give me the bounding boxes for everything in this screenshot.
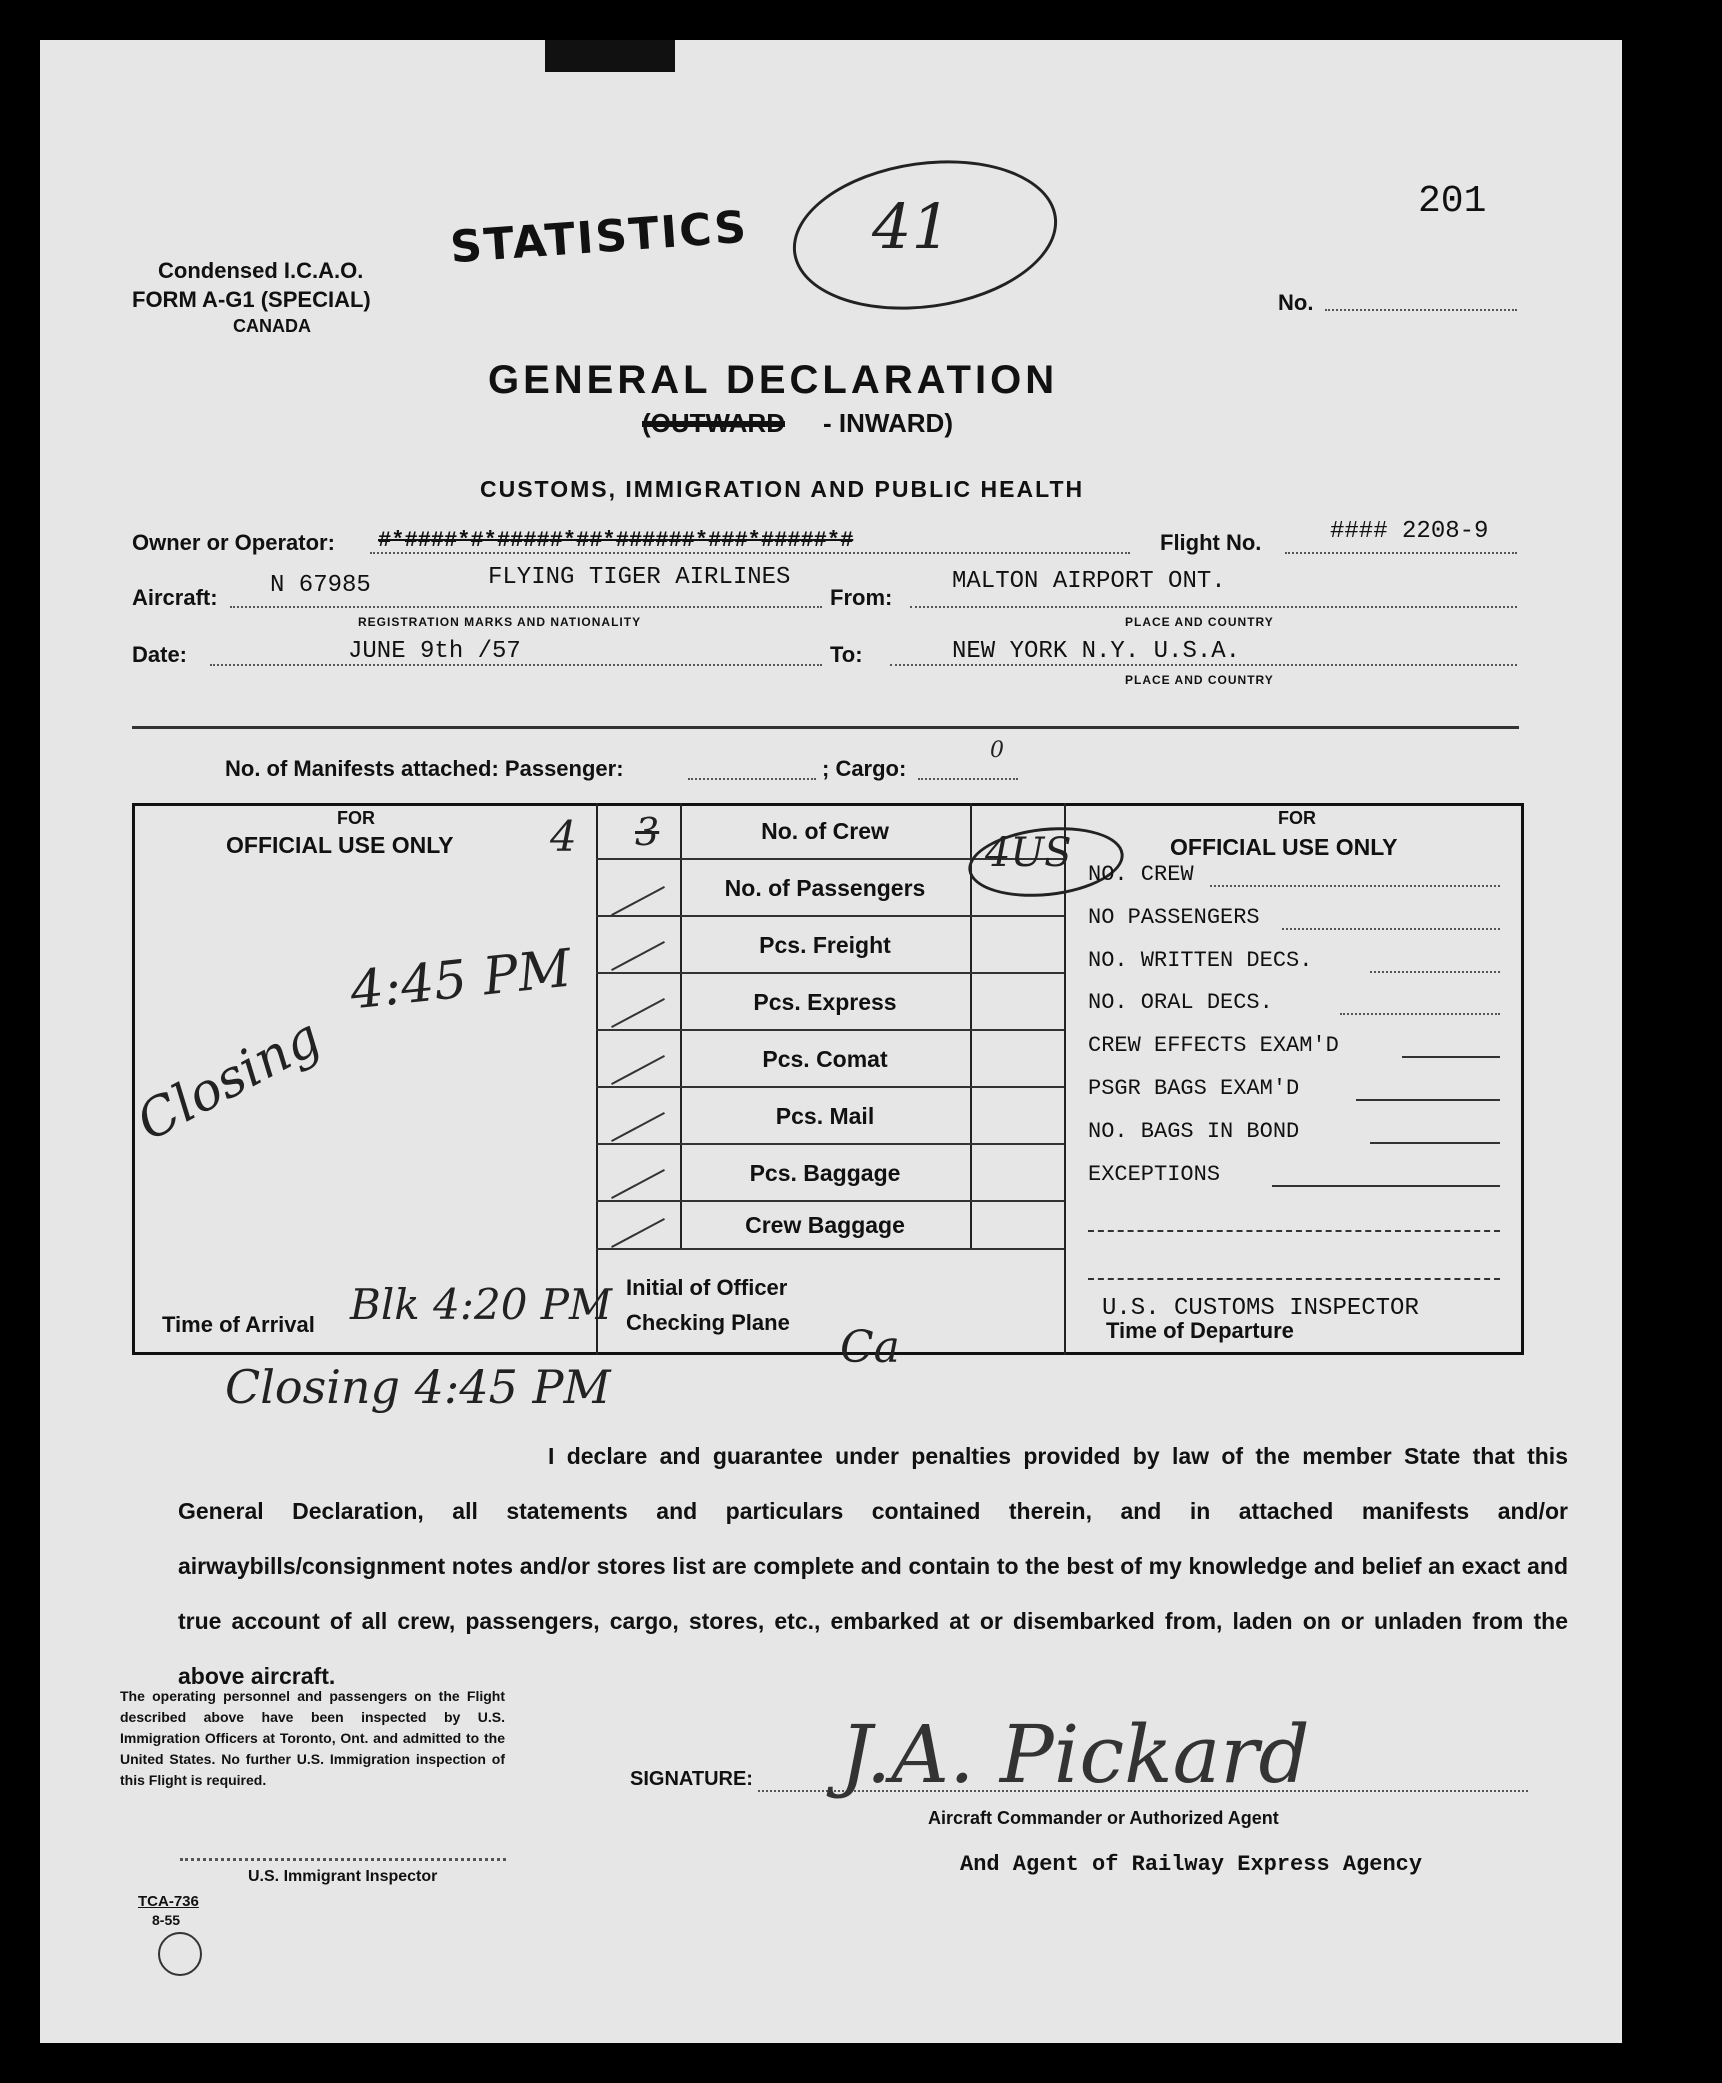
left-box-for: FOR	[337, 808, 375, 828]
initials-hand: Ca	[840, 1322, 900, 1373]
aircraft-registration: N 67985	[270, 572, 371, 599]
date-value: JUNE 9th /57	[348, 638, 521, 665]
form-title: GENERAL DECLARATION	[488, 358, 1059, 402]
aircraft-field	[230, 606, 822, 608]
no-crew-field	[1210, 885, 1500, 887]
aircraft-operator: FLYING TIGER AIRLINES	[488, 564, 791, 591]
form-subtitle-struck: (OUTWARD	[642, 408, 785, 438]
psgr-bags-field	[1356, 1099, 1500, 1101]
row-line	[596, 1143, 1064, 1145]
passenger-count-label: No. of Passengers	[724, 875, 926, 901]
from-value: MALTON AIRPORT ONT.	[952, 568, 1226, 595]
document-number: 201	[1418, 180, 1487, 223]
departure-label: Time of Departure	[1106, 1318, 1294, 1343]
table-divider-left	[596, 803, 598, 1355]
inspection-note: The operating personnel and passengers on the Flight described above have been inspected by U.S. Immigration Officers at Toronto, Ont. and admitted to the United States. No further U.S. Immigration inspection of this Flight is required.	[120, 1688, 505, 1788]
crew-hand-mark: 3	[635, 810, 660, 854]
form-code: TCA-736	[138, 1893, 199, 1910]
crew-baggage-label: Crew Baggage	[745, 1212, 905, 1238]
row-line	[596, 1086, 1064, 1088]
form-date: 8-55	[152, 1912, 181, 1928]
right-box-for: FOR	[1278, 808, 1316, 828]
row-line	[596, 1200, 1064, 1202]
document-page	[40, 40, 1622, 2043]
place-caption-2: PLACE AND COUNTRY	[1125, 673, 1274, 687]
right-box-title: OFFICIAL USE ONLY	[1170, 834, 1398, 860]
flight-value: #### 2208-9	[1330, 518, 1489, 545]
form-subheading: CUSTOMS, IMMIGRATION AND PUBLIC HEALTH	[480, 476, 1085, 502]
row-line	[596, 915, 1064, 917]
from-label: From:	[830, 585, 893, 610]
bags-in-bond-field	[1370, 1142, 1500, 1144]
row-line	[596, 1248, 1064, 1250]
mail-label: Pcs. Mail	[775, 1103, 875, 1129]
row-line	[596, 972, 1064, 974]
check-bags-in-bond: NO. BAGS IN BOND	[1088, 1119, 1300, 1144]
form-id-line1: Condensed I.C.A.O.	[158, 258, 364, 283]
closing-hand-note: Closing 4:45 PM	[225, 1360, 611, 1414]
baggage-label: Pcs. Baggage	[749, 1160, 901, 1186]
check-no-crew: NO. CREW	[1088, 862, 1194, 887]
left-box-hand-closing: Closing	[127, 1007, 331, 1153]
exceptions-field	[1272, 1185, 1500, 1187]
circled-number-value: 41	[872, 190, 951, 263]
immigrant-caption: U.S. Immigrant Inspector	[248, 1868, 438, 1885]
number-field	[1325, 309, 1517, 311]
freight-label: Pcs. Freight	[759, 932, 891, 958]
aircraft-label: Aircraft:	[132, 585, 218, 610]
check-no-passengers: NO PASSENGERS	[1088, 905, 1260, 930]
oral-decs-field	[1340, 1013, 1500, 1015]
cargo-label: ; Cargo:	[822, 756, 907, 781]
crew-value: 4US	[985, 830, 1072, 876]
passenger-manifest-field	[688, 778, 816, 780]
left-box-hand-number: 4	[550, 812, 577, 861]
to-label: To:	[830, 642, 863, 667]
registration-caption: REGISTRATION MARKS AND NATIONALITY	[358, 615, 642, 629]
comat-label: Pcs. Comat	[762, 1046, 888, 1072]
agent-line: And Agent of Railway Express Agency	[960, 1852, 1423, 1877]
statistics-stamp: STATISTICS	[448, 201, 750, 274]
place-caption: PLACE AND COUNTRY	[1125, 615, 1274, 629]
printed-in-canada-seal	[158, 1932, 202, 1976]
date-label: Date:	[132, 642, 188, 667]
from-field	[910, 606, 1517, 608]
written-decs-field	[1370, 971, 1500, 973]
to-value: NEW YORK N.Y. U.S.A.	[952, 638, 1241, 665]
check-psgr-bags: PSGR BAGS EXAM'D	[1088, 1076, 1300, 1101]
cargo-value: 0	[990, 738, 1004, 763]
row-line	[596, 1029, 1064, 1031]
arrival-hand: Blk 4:20 PM	[350, 1280, 613, 1329]
date-field	[210, 664, 822, 666]
commander-caption: Aircraft Commander or Authorized Agent	[928, 1808, 1279, 1828]
top-tape-mark	[545, 40, 675, 72]
manifests-label: No. of Manifests attached: Passenger:	[225, 756, 624, 781]
express-label: Pcs. Express	[753, 989, 897, 1015]
check-written-decs: NO. WRITTEN DECS.	[1088, 948, 1313, 973]
flight-label: Flight No.	[1160, 530, 1262, 555]
signature-label: SIGNATURE:	[630, 1768, 753, 1790]
left-box-hand-time: 4:45 PM	[347, 938, 575, 1022]
arrival-label: Time of Arrival	[162, 1312, 315, 1337]
owner-label: Owner or Operator:	[132, 530, 335, 555]
owner-value: #*####*#*#####*##*######*###*#####*#	[378, 528, 854, 553]
signature-hand: J.A. Pickard	[840, 1708, 1310, 1801]
flight-field	[1285, 552, 1517, 554]
exceptions-line-3	[1088, 1278, 1500, 1280]
cargo-field	[918, 778, 1018, 780]
crew-effects-field	[1402, 1056, 1500, 1058]
customs-inspector: U.S. CUSTOMS INSPECTOR	[1102, 1295, 1419, 1322]
form-id-line3: CANADA	[233, 316, 311, 336]
no-passengers-field	[1282, 928, 1500, 930]
to-field	[890, 664, 1517, 666]
number-label: No.	[1278, 290, 1314, 315]
owner-field	[370, 552, 1130, 554]
check-oral-decs: NO. ORAL DECS.	[1088, 990, 1273, 1015]
check-crew-effects: CREW EFFECTS EXAM'D	[1088, 1033, 1339, 1058]
left-box-title: OFFICIAL USE ONLY	[226, 832, 454, 858]
initial-officer-label: Initial of Officer	[626, 1275, 788, 1300]
form-id-line2: FORM A-G1 (SPECIAL)	[132, 287, 371, 312]
exceptions-line-2	[1088, 1230, 1500, 1232]
checking-plane-label: Checking Plane	[626, 1310, 790, 1335]
immigrant-signature-field	[180, 1858, 506, 1861]
declaration-text: I declare and guarantee under penalties provided by law of the member State that this General Declaration, all statements and particulars contained therein, and in attached manifests and/or airwaybills/consignment notes and/or stores list are complete and contain to the best of my knowledge and belief an exact and true account of all crew, passengers, cargo, stores, etc., embarked at or disembarked from, laden on or unladen from the above aircraft.	[178, 1443, 1568, 1689]
divider-rule	[132, 726, 1519, 729]
form-subtitle: - INWARD)	[823, 408, 953, 438]
crew-count-label: No. of Crew	[761, 818, 889, 844]
check-exceptions: EXCEPTIONS	[1088, 1162, 1221, 1187]
